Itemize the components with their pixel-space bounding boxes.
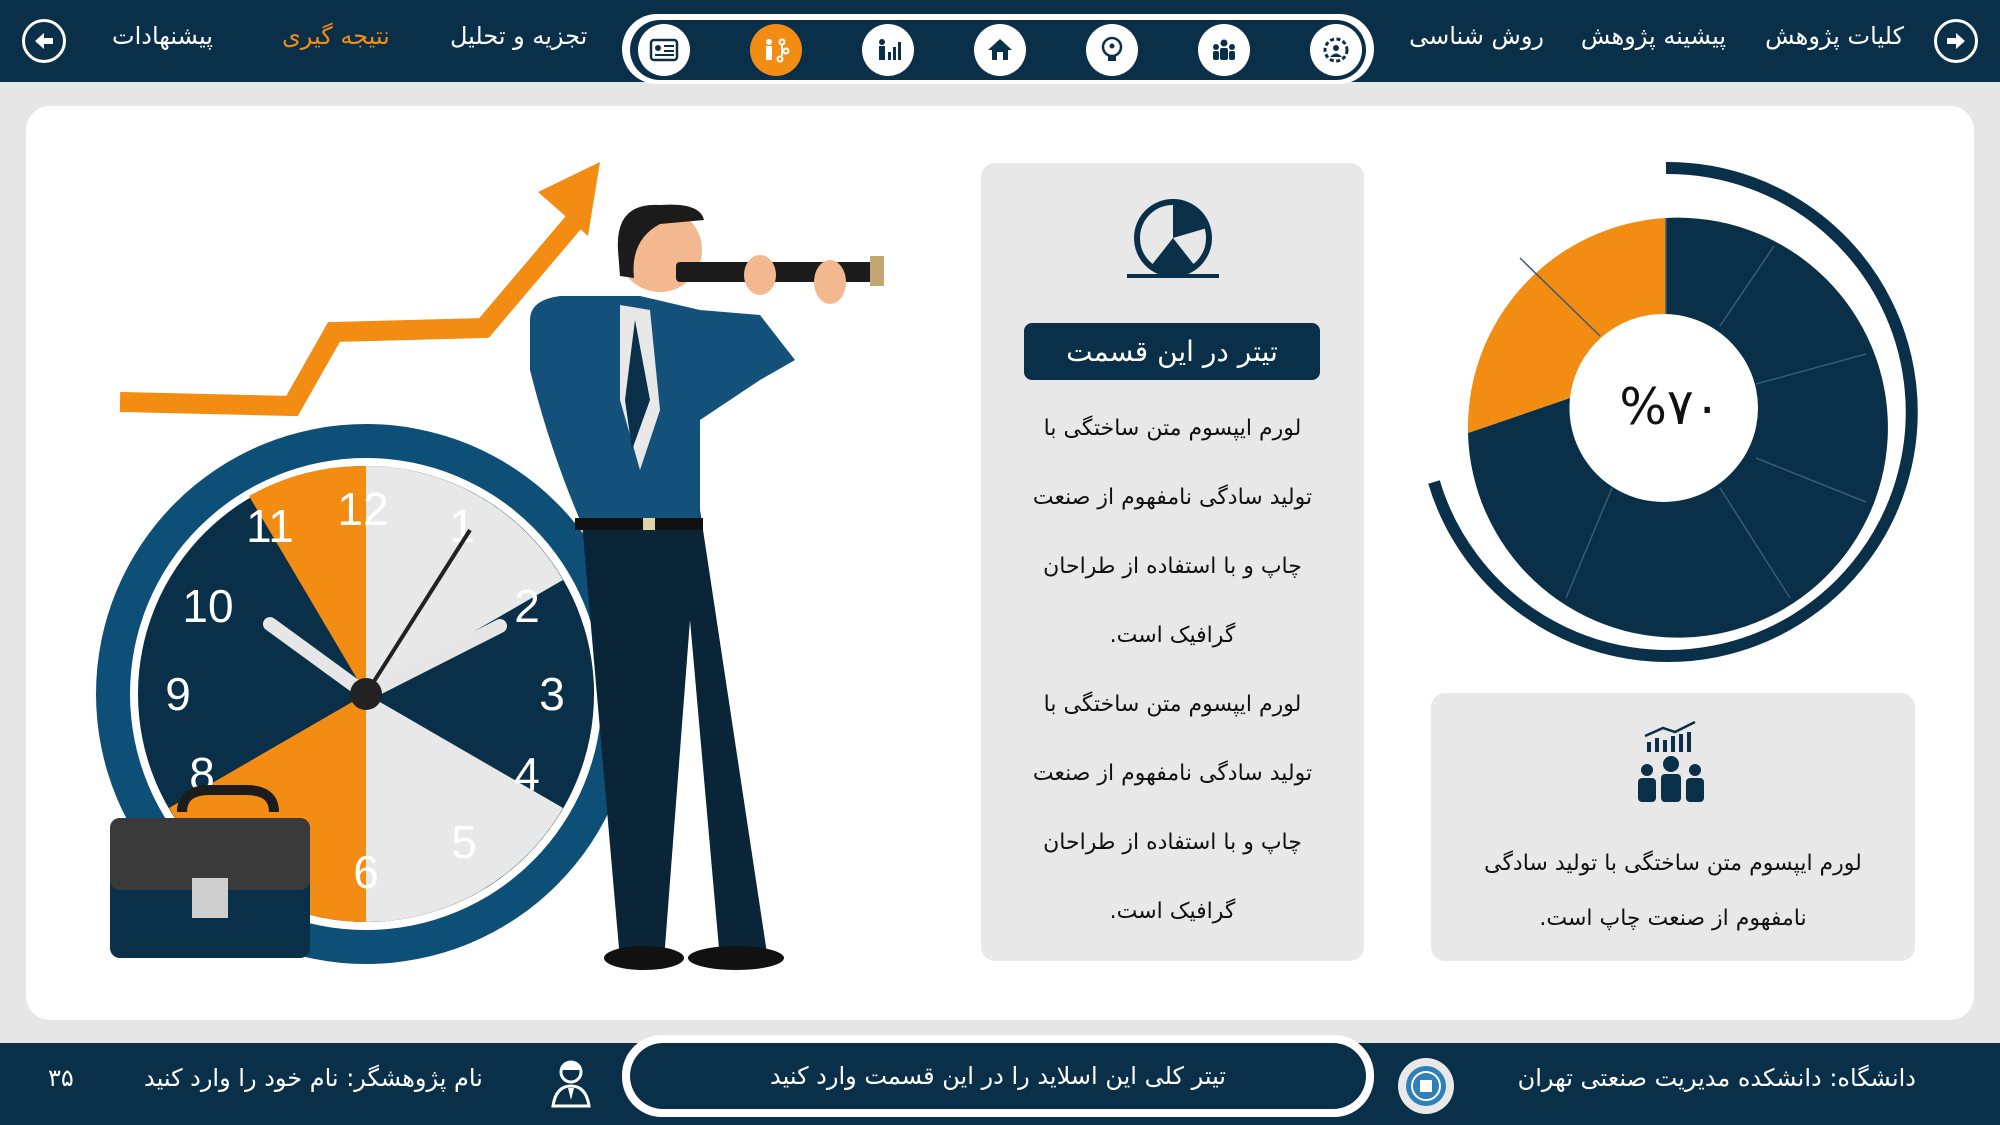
university-logo-icon [1398, 1058, 1454, 1114]
nav-item-suggestions[interactable]: پیشنهادات [112, 22, 213, 50]
clock-num-6: 6 [353, 846, 379, 898]
arrow-left-icon [31, 28, 57, 54]
clock-num-1: 1 [449, 500, 475, 552]
person-chart-icon[interactable] [862, 24, 914, 76]
info-text-line-1: لورم ایپسوم متن ساختگی با تولید سادگی [1484, 851, 1862, 876]
clock-num-5: 5 [451, 816, 477, 868]
next-arrow-button[interactable] [1934, 19, 1978, 63]
percent-label: %۷۰ [1619, 378, 1721, 436]
clock-num-9: 9 [165, 668, 191, 720]
section-title: تیتر در این قسمت [1024, 323, 1320, 380]
info-text-line-2: نامفهوم از صنعت چاپ است. [1539, 906, 1807, 931]
home-icon[interactable] [974, 24, 1026, 76]
text-line-5: لورم ایپسوم متن ساختگی با [1043, 692, 1302, 717]
gear-people-icon[interactable] [1310, 24, 1362, 76]
businessman-telescope-illustration [60, 150, 940, 970]
team-growth-icon [1623, 718, 1719, 808]
clock-num-2: 2 [514, 580, 540, 632]
nav-item-conclusion[interactable]: نتیجه گیری [282, 22, 390, 50]
growth-arrow [120, 210, 584, 406]
university-label: دانشگاه: دانشکده مدیریت صنعتی تهران [1517, 1064, 1916, 1092]
nav-item-overview[interactable]: کلیات پژوهش [1765, 22, 1904, 50]
team-icon[interactable] [1198, 24, 1250, 76]
researcher-avatar-icon [548, 1058, 594, 1108]
arrow-right-icon [1943, 28, 1969, 54]
nav-item-analysis[interactable]: تجزیه و تحلیل [450, 22, 588, 50]
idea-bulb-icon[interactable] [1086, 24, 1138, 76]
clock-num-12: 12 [337, 483, 389, 535]
clock-num-4: 4 [514, 748, 540, 800]
nav-item-methodology[interactable]: روش شناسی [1409, 22, 1544, 50]
text-line-3: چاپ و با استفاده از طراحان [1043, 554, 1302, 579]
text-line-4: گرافیک است. [1109, 623, 1236, 648]
researcher-name: نام پژوهشگر: نام خود را وارد کنید [144, 1064, 483, 1092]
page-number: ۳۵ [48, 1064, 74, 1092]
clock-num-11: 11 [246, 500, 294, 552]
previous-arrow-button[interactable] [22, 19, 66, 63]
text-line-6: تولید سادگی نامفهوم از صنعت [1032, 761, 1313, 786]
analysis-icon[interactable] [750, 24, 802, 76]
clock-num-3: 3 [539, 668, 565, 720]
clock-num-8: 8 [189, 748, 215, 800]
nav-item-literature[interactable]: پیشینه پژوهش [1580, 22, 1726, 50]
text-line-2: تولید سادگی نامفهوم از صنعت [1032, 485, 1313, 510]
profile-card-icon[interactable] [638, 24, 690, 76]
text-line-1: لورم ایپسوم متن ساختگی با [1043, 416, 1302, 441]
text-line-7: چاپ و با استفاده از طراحان [1043, 830, 1302, 855]
slide-title[interactable]: تیتر کلی این اسلاید را در این قسمت وارد کنید [630, 1043, 1366, 1109]
text-line-8: گرافیک است. [1109, 899, 1236, 924]
info-text [1450, 836, 1896, 946]
clock-num-10: 10 [182, 580, 234, 632]
pie-chart-icon [1125, 190, 1221, 286]
